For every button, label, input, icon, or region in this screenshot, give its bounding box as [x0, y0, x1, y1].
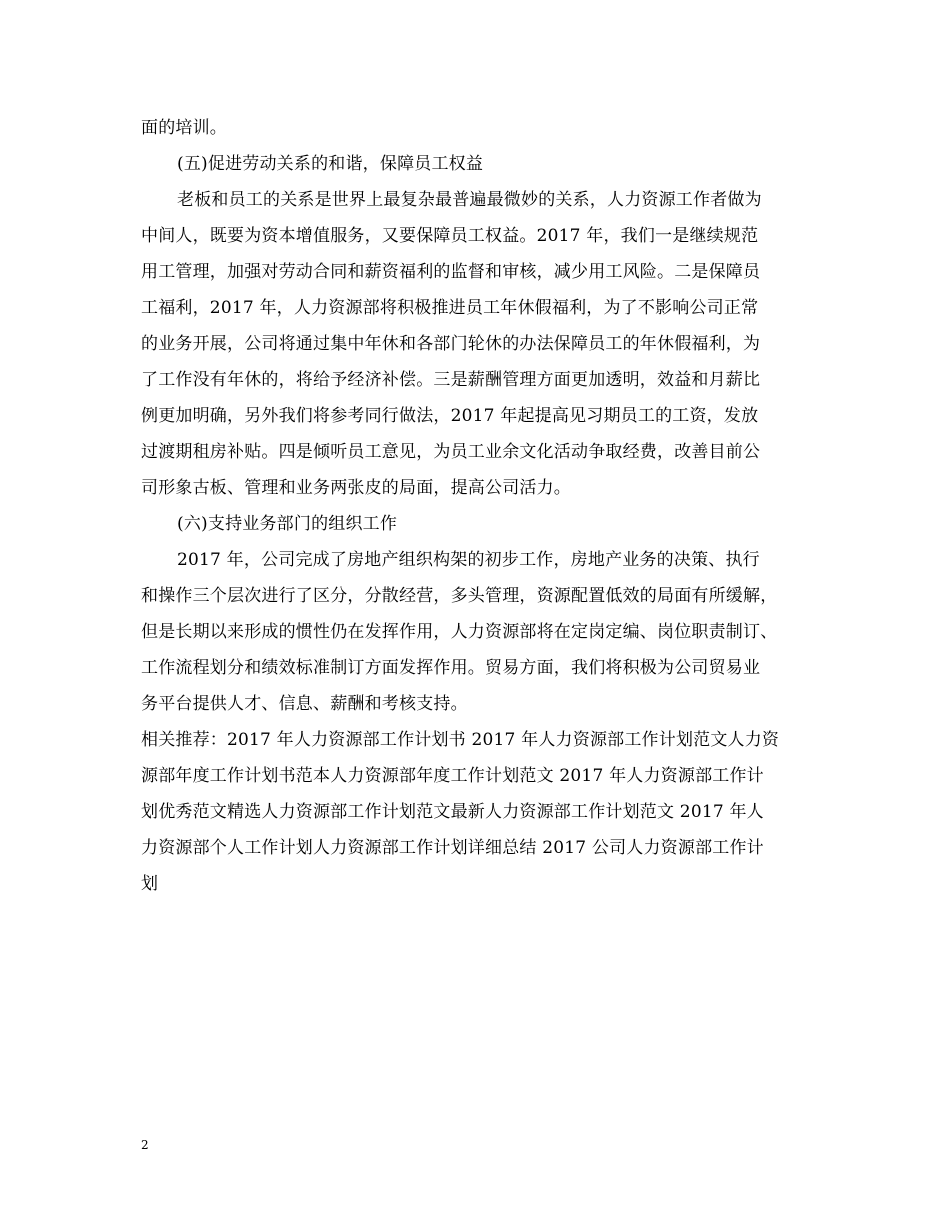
text-line: 2017 年，公司完成了房地产组织构架的初步工作，房地产业务的决策、执行	[177, 550, 760, 570]
section-heading: (五)促进劳动关系的和谐，保障员工权益	[177, 154, 484, 174]
text-line: 中间人，既要为资本增值服务，又要保障员工权益。2017 年，我们一是继续规范	[141, 226, 759, 246]
text-line: 和操作三个层次进行了区分，分散经营，多头管理，资源配置低效的局面有所缓解，	[141, 586, 778, 606]
text-line: 老板和员工的关系是世界上最复杂最普遍最微妙的关系，人力资源工作者做为	[177, 190, 762, 210]
text-line: 力资源部个人工作计划人力资源部工作计划详细总结 2017 公司人力资源部工作计	[141, 838, 764, 858]
text-line: 司形象古板、管理和业务两张皮的局面，提高公司活力。	[141, 478, 571, 498]
text-line: 划	[141, 874, 159, 894]
text-line: 工福利，2017 年，人力资源部将积极推进员工年休假福利，为了不影响公司正常	[141, 298, 759, 318]
text-line: 过渡期租房补贴。四是倾听员工意见，为员工业余文化活动争取经费，改善目前公	[141, 442, 761, 462]
text-line: 工作流程划分和绩效标准制订方面发挥作用。贸易方面，我们将积极为公司贸易业	[141, 658, 761, 678]
section-heading: (六)支持业务部门的组织工作	[177, 514, 398, 534]
text-line: 划优秀范文精选人力资源部工作计划范文最新人力资源部工作计划范文 2017 年人	[141, 802, 764, 822]
text-line: 的业务开展，公司将通过集中年休和各部门轮休的办法保障员工的年休假福利，为	[141, 334, 761, 354]
text-line: 务平台提供人才、信息、薪酬和考核支持。	[141, 694, 468, 714]
text-line: 面的培训。	[141, 118, 227, 138]
page-number: 2	[141, 1138, 149, 1152]
text-line: 但是长期以来形成的惯性仍在发挥作用，人力资源部将在定岗定编、岗位职责制订、	[141, 622, 778, 642]
text-line: 用工管理，加强对劳动合同和薪资福利的监督和审核，减少用工风险。二是保障员	[141, 262, 761, 282]
text-line: 了工作没有年休的，将给予经济补偿。三是薪酬管理方面更加透明，效益和月薪比	[141, 370, 761, 390]
text-line: 例更加明确，另外我们将参考同行做法，2017 年起提高见习期员工的工资，发放	[141, 406, 759, 426]
text-line: 源部年度工作计划书范本人力资源部年度工作计划范文 2017 年人力资源部工作计	[141, 766, 764, 786]
related-recommendations: 相关推荐：2017 年人力资源部工作计划书 2017 年人力资源部工作计划范文人力资	[141, 730, 780, 750]
